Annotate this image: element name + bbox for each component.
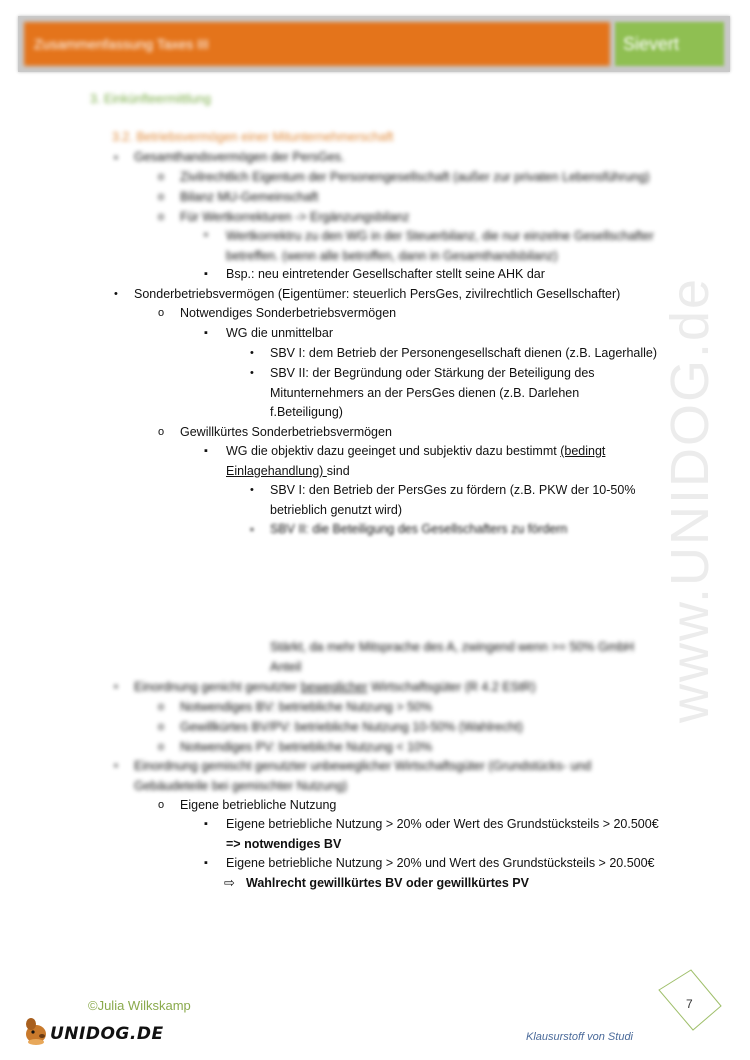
logo-wordmark: UNIDOG.DE [50, 1024, 164, 1044]
text-segment: Einordnung genicht genutzter [134, 680, 301, 694]
text-line: Notwendiges Sonderbetriebsvermögen [180, 306, 397, 320]
text-line: Gewillkürtes Sonderbetriebsvermögen [180, 425, 392, 439]
text-line: Eigene betriebliche Nutzung > 20% und Wert des Grundstücksteils > 20.500€ [226, 856, 655, 870]
text-line [226, 444, 605, 458]
bullet-circle: o [158, 741, 165, 753]
bullet-dot: • [250, 524, 254, 536]
text-line: Mitunternehmers an der PersGes dienen (z.B. Darlehen [270, 386, 580, 400]
text-line: Eigene betriebliche Nutzung [180, 798, 337, 812]
text-segment: WG die objektiv dazu geeinget und subjektiv dazu bestimmt [226, 444, 561, 458]
bullet-dot: • [250, 484, 254, 496]
text-segment: Wirtschaftsgüter (R 4.2 EStR) [367, 680, 536, 694]
bullet-circle: o [158, 307, 165, 319]
page-number: 7 [686, 997, 693, 1011]
text-line: Stärkt, da mehr Mitsprache des A, zwingend wenn >= 50% GmbH [270, 640, 635, 654]
bullet-circle: o [158, 701, 165, 713]
text-line: Wahlrecht gewillkürtes BV oder gewillkürtes PV [246, 876, 529, 890]
text-line: SBV II: die Beteiligung des Gesellschafters zu fördern [270, 522, 568, 536]
bullet-dot: • [114, 681, 118, 693]
section-heading: 3. Einkünfteermittlung [90, 92, 211, 106]
text-line: Gewillkürtes BV/PV: betriebliche Nutzung 10-50% (Wahlrecht) [180, 720, 523, 734]
header-author-box: Sievert [615, 22, 724, 66]
bullet-circle: o [158, 721, 165, 733]
bullet-dot: • [114, 760, 118, 772]
text-line [226, 464, 350, 478]
text-line: Gebäudeteile bei gemischter Nutzung) [134, 779, 348, 793]
bullet-circle: o [158, 211, 165, 223]
text-line: Einordnung gemischt genutzter unbeweglicher Wirtschaftsgüter (Grundstücks- und [134, 759, 592, 773]
arrow-icon: ⇨ [224, 875, 235, 890]
text-line: Gesamthandsvermögen der PersGes. [134, 150, 345, 164]
text-line: Eigene betriebliche Nutzung > 20% oder Wert des Grundstücksteils > 20.500€ [226, 817, 659, 831]
subsection-heading: 3.2. Betriebsvermögen einer Mitunternehmerschaft [112, 130, 394, 144]
text-line: WG die unmittelbar [226, 326, 333, 340]
text-line [134, 680, 536, 694]
bullet-dot: • [114, 152, 118, 164]
bullet-dot: • [250, 347, 254, 359]
text-line: Für Wertkorrekturen -> Ergänzungsbilanz [180, 210, 410, 224]
bullet-square: ▪ [204, 229, 208, 241]
bullet-circle: o [158, 799, 165, 811]
text-line: betreffen. (wenn alle betroffen, dann in Gesamthandsbilanz) [226, 249, 558, 263]
text-line: => notwendiges BV [226, 837, 342, 851]
dog-icon [20, 1014, 54, 1048]
text-line: Zivilrechtlich Eigentum der Personengesellschaft (außer zur privaten Lebensführung) [180, 170, 650, 184]
bullet-circle: o [158, 191, 165, 203]
underlined-segment: Einlagehandlung) [226, 464, 327, 478]
text-line: Wertkorrektru zu den WG in der Steuerbilanz, die nur einzelne Gesellschafter [226, 229, 654, 243]
bullet-square: ▪ [204, 268, 208, 280]
text-line: f.Beteiligung) [270, 405, 343, 419]
text-line: Notwendiges PV: betriebliche Nutzung < 10% [180, 740, 433, 754]
text-line: SBV II: der Begründung oder Stärkung der Beteiligung des [270, 366, 595, 380]
text-line: Anteil [270, 660, 302, 674]
unidog-logo [20, 1016, 164, 1048]
text-segment: sind [326, 464, 350, 478]
bullet-circle: o [158, 426, 165, 438]
underlined-segment: beweglicher [300, 680, 368, 694]
text-line: SBV I: dem Betrieb der Personengesellschaft dienen (z.B. Lagerhalle) [270, 346, 658, 360]
page-header [18, 16, 730, 72]
text-line: betrieblich genutzt wird) [270, 503, 403, 517]
bullet-dot: • [250, 367, 254, 379]
underlined-segment: (bedingt [560, 444, 606, 458]
bullet-circle: o [158, 171, 165, 183]
watermark: www.UNIDOG.de [660, 276, 720, 724]
bullet-square: ▪ [204, 818, 208, 830]
text-line: Bsp.: neu eintretender Gesellschafter stellt seine AHK dar [226, 267, 545, 281]
footer-note: Klausurstoff von Studi [526, 1031, 634, 1043]
text-line: Sonderbetriebsvermögen (Eigentümer: steuerlich PersGes, zivilrechtlich Gesellschafter) [134, 287, 621, 301]
text-line: Notwendiges BV: betriebliche Nutzung > 50% [180, 700, 433, 714]
bullet-square: ▪ [204, 445, 208, 457]
header-title: Zusammenfassung Taxes III [24, 22, 610, 66]
text-line: Bilanz MU-Gemeinschaft [180, 190, 319, 204]
bullet-dot: • [114, 288, 118, 300]
footer-author: ©Julia Wilkskamp [88, 998, 191, 1013]
text-line: SBV I: den Betrieb der PersGes zu fördern (z.B. PKW der 10-50% [270, 483, 636, 497]
bullet-square: ▪ [204, 327, 208, 339]
bullet-square: ▪ [204, 857, 208, 869]
